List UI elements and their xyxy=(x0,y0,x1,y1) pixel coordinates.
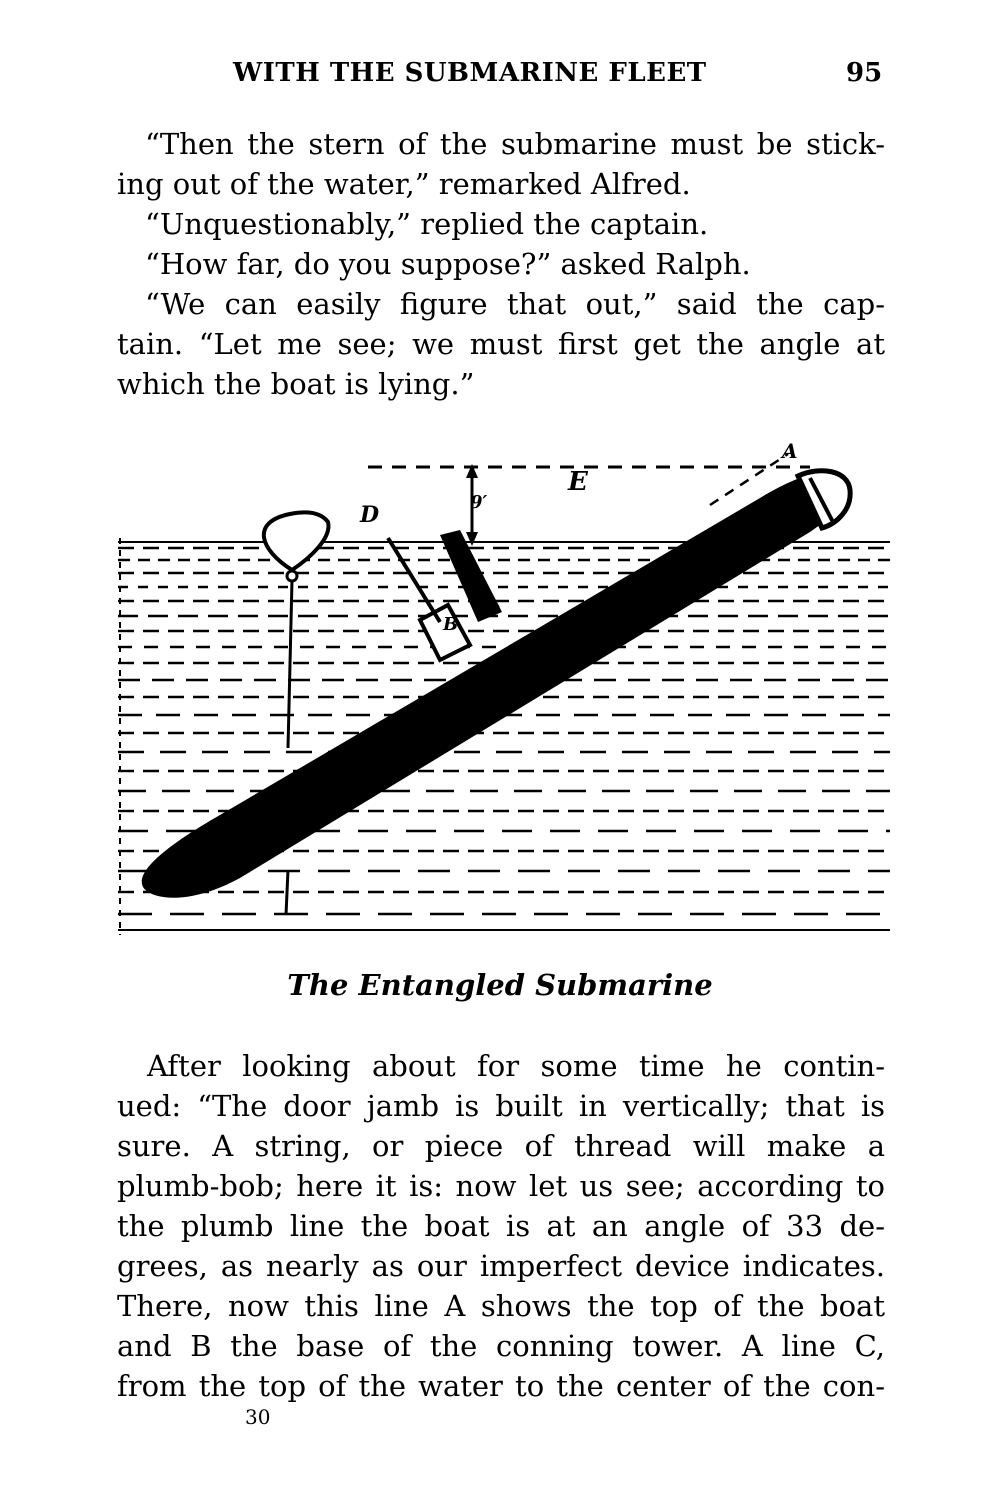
label-e: E xyxy=(568,467,588,497)
label-a: A xyxy=(782,439,798,463)
text-line: plumb-bob; here it is: now let us see; according to xyxy=(117,1169,885,1203)
top-paragraphs xyxy=(117,124,885,404)
text-line: “We can easily figure that out,” said the cap- xyxy=(145,287,885,321)
text-line: tain. “Let me see; we must first get the angle at xyxy=(117,327,885,361)
text-line: There, now this line A shows the top of the boat xyxy=(117,1289,885,1323)
submarine-hull xyxy=(142,471,850,898)
text-line: sure. A string, or piece of thread will make a xyxy=(117,1129,885,1163)
text-line: the plumb line the boat is at an angle of 33 de- xyxy=(117,1209,885,1243)
submarine-illustration xyxy=(110,430,900,945)
buoy-line xyxy=(288,580,292,748)
text-line: “How far, do you suppose?” asked Ralph. xyxy=(145,247,751,281)
text-line: After looking about for some time he contin- xyxy=(147,1049,885,1083)
label-b: B xyxy=(443,614,459,635)
figure-caption: The Entangled Submarine xyxy=(287,968,713,1002)
line-d xyxy=(388,538,440,622)
label-d: D xyxy=(360,502,380,528)
text-line: “Unquestionably,” replied the captain. xyxy=(145,207,709,241)
label-height: 9′ xyxy=(470,492,488,513)
text-line: from the top of the water to the center of the con- xyxy=(117,1369,885,1403)
text-line: and B the base of the conning tower. A line C, xyxy=(117,1329,885,1363)
text-line: ued: “The door jamb is built in vertically; that is xyxy=(117,1089,885,1123)
running-title: WITH THE SUBMARINE FLEET xyxy=(233,58,707,88)
text-line: “Then the stern of the submarine must be stick- xyxy=(145,127,885,161)
text-line: ing out of the water,” remarked Alfred. xyxy=(117,167,691,201)
signature-mark: 30 xyxy=(245,1405,271,1429)
running-header xyxy=(0,58,1000,98)
bottom-paragraphs xyxy=(117,1046,885,1406)
text-line: which the boat is lying.” xyxy=(117,367,475,401)
buoy xyxy=(264,512,329,570)
page-number: 95 xyxy=(846,58,883,88)
text-line: grees, as nearly as our imperfect device indicates. xyxy=(117,1249,885,1283)
